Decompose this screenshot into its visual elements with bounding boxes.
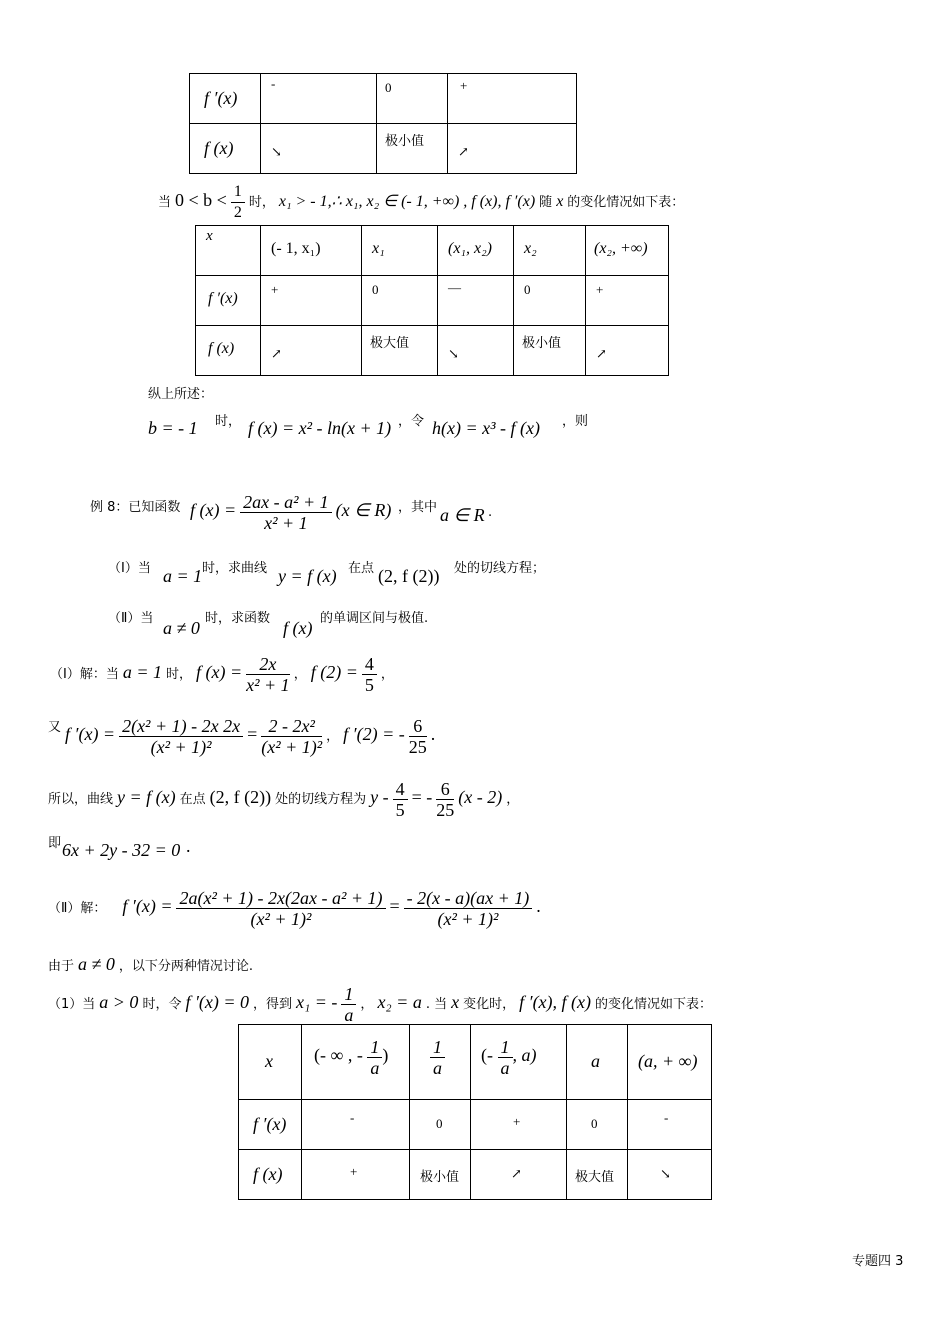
- t1-fp-c3: +: [460, 78, 468, 93]
- derivative-1: $^又$ f ′(x) = $\frac{\text{2(x² + 1) - 2x 2x}}{\text{(x² + 1)²}}$ = $\frac{\text{2 - 2x²}}{\text{(x² + 1)²}}$ ， f ′(2) = - $\frac{6}{25}$ .: [48, 716, 436, 757]
- t1-fp-c1: -: [271, 76, 276, 91]
- cases-line: 由于 a ≠ 0 ，以下分两种情况讨论.: [48, 954, 254, 974]
- page-footer: 专题四 3: [852, 1254, 904, 1269]
- summary-h: h(x) = x³ - f (x): [432, 418, 540, 438]
- case-1-line: （1）当 a > 0 时，令 f ′(x) = 0 ，得到 x₁ = - $\frac{1}{a}$ ， x₂ = a . 当 x 变化时， f ′(x), f (x) 的变化情况如下表：: [48, 984, 713, 1025]
- question-1: （Ⅰ）当: [108, 561, 151, 576]
- t1-f-c2: 极小值: [385, 134, 425, 149]
- t1-head-fprime: f ′(x): [190, 74, 261, 124]
- solution-2: （Ⅱ）解： f ′(x) = $\frac{\text{2a(x² + 1) - 2x(2ax - a² + 1)}}{\text{(x² + 1)²}}$ = $\frac{- 2(x - a)(ax + 1)}{\text{(x² + 1)²}}$ .: [48, 888, 541, 929]
- t1-f-c1: ↘: [271, 144, 282, 159]
- summary-f: f (x) = x² - ln(x + 1): [248, 418, 392, 438]
- summary-label: 纵上所述：: [148, 387, 214, 402]
- condition-line: 当 0 < b < $\frac{1}{2}$ 时， x₁ > - 1,∴ x₁, x₂ ∈ (- 1, +∞) , f (x), f ′(x) 随 x 的变化情况如下表：: [158, 183, 685, 221]
- variation-table-1: [189, 73, 577, 174]
- example8-label: 例 8：已知函数: [90, 500, 181, 515]
- variation-table-2: x (- 1, x₁) x₁ (x₁, x₂) x₂ (x₂, +∞) f ′(x) + 0 — 0 + f (x) ↗ 极大值 ↘ 极小值 ↗: [195, 225, 669, 376]
- example8-function: f (x) = $\frac{\text{2ax - a² + 1}}{\text{x² + 1}}$ (x ∈ R): [190, 492, 392, 533]
- tangent-result: 6x + 2y - 32 = 0: [62, 840, 181, 860]
- t1-head-f: f (x): [190, 124, 261, 174]
- summary-b: b = - 1: [148, 418, 198, 438]
- t1-f-c3: ↗: [458, 144, 469, 159]
- tangent-line: 所以，曲线 y = f (x) 在点 (2, f (2)) 处的切线方程为 y - $\frac{4}{5}$ = - $\frac{6}{25}$ (x - 2) ，: [48, 779, 520, 820]
- question-2: （Ⅱ）当: [108, 611, 154, 626]
- variation-table-3: x (- ∞ , - $\frac{1}{a}$ ) $\frac{1}{a}$ (- $\frac{1}{a}$ , a) a (a, + ∞) f ′(x) - 0 + 0 - f (x) + 极小值 ↗ 极大值 ↘: [238, 1024, 712, 1200]
- t1-fp-c2: 0: [385, 80, 392, 95]
- solution-1: （Ⅰ）解：当 a = 1 时， f (x) = $\frac{2x}{\text{x² + 1}}$ ， f (2) = $\frac{4}{5}$ ，: [50, 654, 394, 695]
